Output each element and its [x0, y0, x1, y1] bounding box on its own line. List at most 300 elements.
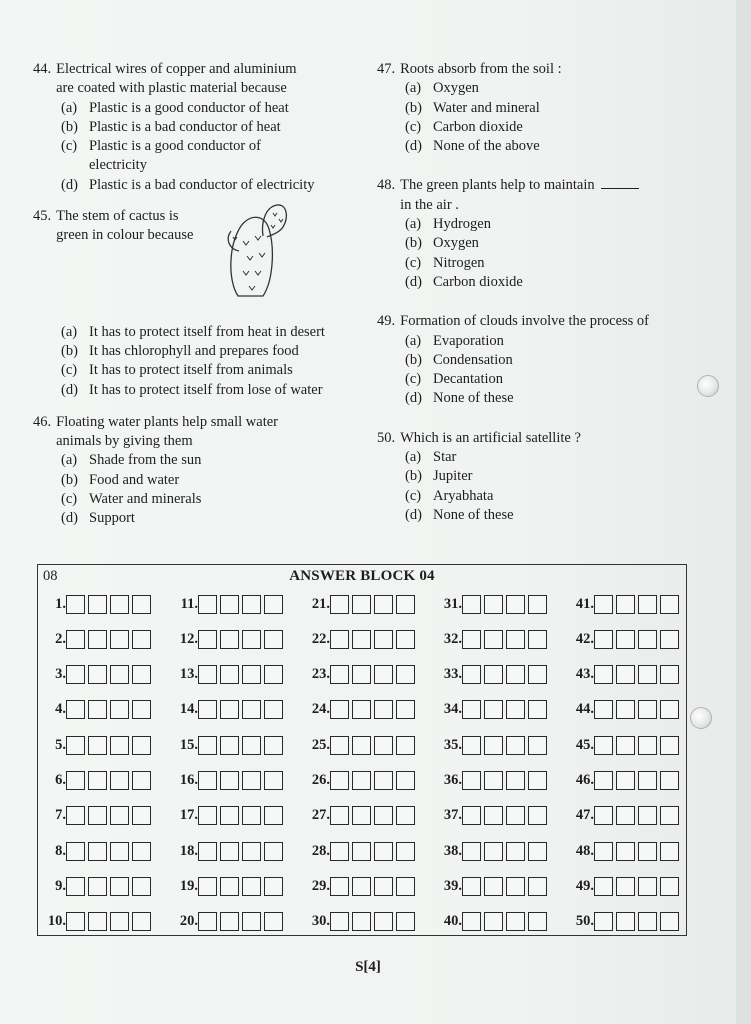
answer-item: [432, 589, 550, 619]
answer-box[interactable]: [484, 771, 503, 790]
option-a[interactable]: [405, 332, 712, 351]
answer-box[interactable]: [220, 842, 239, 861]
answer-box[interactable]: [506, 771, 525, 790]
answer-box[interactable]: [66, 736, 85, 755]
answer-box[interactable]: [638, 842, 657, 861]
answer-box[interactable]: [220, 771, 239, 790]
answer-item-number: 19.: [179, 877, 198, 894]
answer-box[interactable]: [616, 595, 635, 614]
answer-box[interactable]: [110, 665, 129, 684]
answer-box[interactable]: [396, 700, 415, 719]
answer-box[interactable]: [352, 665, 371, 684]
answer-box[interactable]: [462, 700, 481, 719]
answer-box[interactable]: [198, 736, 217, 755]
answer-box[interactable]: [484, 806, 503, 825]
answer-box[interactable]: [264, 630, 283, 649]
answer-item-number: 28.: [311, 842, 330, 859]
answer-box[interactable]: [660, 806, 679, 825]
answer-item: [300, 836, 418, 866]
answer-box[interactable]: [374, 771, 393, 790]
answer-box[interactable]: [528, 912, 547, 931]
answer-box[interactable]: [374, 806, 393, 825]
answer-item-number: 16.: [179, 772, 198, 788]
answer-box[interactable]: [484, 842, 503, 861]
answer-box[interactable]: [66, 700, 85, 719]
answer-item-number: 46.: [575, 772, 594, 788]
answer-box[interactable]: [660, 877, 679, 896]
answer-box[interactable]: [110, 806, 129, 825]
answer-box[interactable]: [462, 806, 481, 825]
answer-box[interactable]: [396, 877, 415, 896]
answer-item-number: 5.: [55, 736, 66, 753]
answer-box[interactable]: [88, 595, 107, 614]
answer-block-code: 08: [43, 568, 58, 584]
option-c[interactable]: [405, 370, 712, 389]
answer-box[interactable]: [110, 842, 129, 861]
answer-box[interactable]: [374, 630, 393, 649]
question-stem: green in colour because: [56, 227, 194, 244]
option-text: Plastic is a good conductor of heat: [89, 99, 289, 116]
answer-box[interactable]: [374, 595, 393, 614]
answer-box[interactable]: [66, 595, 85, 614]
answer-box[interactable]: [132, 806, 151, 825]
question-stem: The stem of cactus is: [56, 208, 179, 225]
answer-box[interactable]: [660, 630, 679, 649]
answer-box[interactable]: [638, 806, 657, 825]
answer-box[interactable]: [484, 665, 503, 684]
left-column: [33, 60, 363, 529]
option-b[interactable]: [405, 234, 712, 253]
answer-box[interactable]: [594, 912, 613, 931]
answer-item-number: 6.: [55, 772, 66, 788]
answer-box[interactable]: [660, 842, 679, 861]
answer-item: [168, 766, 286, 796]
answer-box[interactable]: [660, 700, 679, 719]
option-letter: (a): [61, 323, 78, 340]
option-b[interactable]: [61, 342, 363, 361]
answer-box[interactable]: [352, 595, 371, 614]
option-b[interactable]: [61, 471, 363, 490]
answer-box[interactable]: [638, 630, 657, 649]
option-b[interactable]: [405, 467, 712, 486]
answer-item-number: 50.: [575, 913, 594, 930]
answer-item: [300, 730, 418, 760]
answer-box[interactable]: [220, 665, 239, 684]
option-b[interactable]: [405, 99, 712, 118]
option-d[interactable]: [61, 509, 363, 528]
answer-box[interactable]: [66, 665, 85, 684]
answer-box[interactable]: [352, 630, 371, 649]
option-c[interactable]: [61, 490, 363, 509]
answer-box[interactable]: [462, 665, 481, 684]
answer-box[interactable]: [198, 806, 217, 825]
answer-box[interactable]: [242, 736, 261, 755]
answer-box[interactable]: [462, 595, 481, 614]
answer-box[interactable]: [484, 700, 503, 719]
option-text: Shade from the sun: [89, 452, 202, 469]
answer-box[interactable]: [264, 806, 283, 825]
answer-block: [37, 564, 687, 936]
answer-item-number: 20.: [179, 913, 198, 930]
option-letter: (d): [405, 273, 422, 290]
answer-box[interactable]: [528, 665, 547, 684]
question-50: [377, 429, 712, 525]
answer-box[interactable]: [396, 806, 415, 825]
answer-box[interactable]: [242, 771, 261, 790]
answer-box[interactable]: [506, 912, 525, 931]
answer-box[interactable]: [616, 665, 635, 684]
answer-item: [564, 836, 682, 866]
answer-box[interactable]: [594, 771, 613, 790]
answer-box[interactable]: [330, 630, 349, 649]
answer-box[interactable]: [88, 771, 107, 790]
answer-box[interactable]: [484, 877, 503, 896]
option-a[interactable]: [61, 99, 363, 118]
answer-box[interactable]: [198, 665, 217, 684]
answer-box[interactable]: [88, 806, 107, 825]
answer-box[interactable]: [132, 771, 151, 790]
option-a[interactable]: [405, 215, 712, 234]
question-stem: are coated with plastic material because: [56, 80, 287, 97]
question-stem: Roots absorb from the soil :: [400, 61, 562, 77]
question-44: [33, 60, 363, 195]
answer-box[interactable]: [506, 665, 525, 684]
option-letter: (b): [61, 471, 78, 488]
answer-box[interactable]: [462, 630, 481, 649]
option-letter: (b): [405, 468, 422, 485]
answer-box[interactable]: [132, 595, 151, 614]
answer-box[interactable]: [110, 912, 129, 931]
answer-box[interactable]: [528, 736, 547, 755]
answer-box[interactable]: [374, 665, 393, 684]
answer-item-number: 31.: [443, 595, 462, 612]
answer-box[interactable]: [506, 736, 525, 755]
answer-box[interactable]: [484, 630, 503, 649]
answer-box[interactable]: [396, 912, 415, 931]
answer-item-number: 40.: [443, 913, 462, 930]
answer-box[interactable]: [396, 595, 415, 614]
answer-box[interactable]: [132, 736, 151, 755]
answer-item-number: 25.: [311, 736, 330, 753]
answer-box[interactable]: [638, 736, 657, 755]
answer-box[interactable]: [66, 842, 85, 861]
answer-box[interactable]: [462, 771, 481, 790]
answer-box[interactable]: [396, 630, 415, 649]
answer-box[interactable]: [330, 877, 349, 896]
answer-box[interactable]: [220, 700, 239, 719]
answer-box[interactable]: [110, 595, 129, 614]
answer-box[interactable]: [198, 771, 217, 790]
answer-box[interactable]: [616, 877, 635, 896]
answer-item: [40, 660, 154, 690]
answer-item-number: 34.: [443, 701, 462, 718]
answer-box[interactable]: [88, 842, 107, 861]
answer-box[interactable]: [264, 595, 283, 614]
answer-item: [300, 660, 418, 690]
answer-box[interactable]: [462, 877, 481, 896]
answer-box[interactable]: [198, 700, 217, 719]
answer-box[interactable]: [594, 877, 613, 896]
answer-box[interactable]: [132, 877, 151, 896]
answer-box[interactable]: [484, 595, 503, 614]
answer-box[interactable]: [506, 700, 525, 719]
answer-box[interactable]: [242, 806, 261, 825]
option-text: Oxygen: [433, 235, 479, 252]
answer-box[interactable]: [132, 665, 151, 684]
answer-item: [432, 907, 550, 937]
answer-box[interactable]: [616, 771, 635, 790]
option-letter: (a): [405, 80, 422, 97]
answer-box[interactable]: [220, 912, 239, 931]
option-letter: (d): [61, 510, 78, 527]
answer-item-number: 13.: [179, 666, 198, 683]
answer-box[interactable]: [616, 912, 635, 931]
answer-box[interactable]: [110, 700, 129, 719]
answer-box[interactable]: [594, 630, 613, 649]
answer-box[interactable]: [660, 665, 679, 684]
answer-box[interactable]: [66, 630, 85, 649]
option-d[interactable]: [405, 506, 712, 525]
option-b[interactable]: [61, 118, 363, 137]
answer-box[interactable]: [352, 736, 371, 755]
answer-box[interactable]: [110, 877, 129, 896]
answer-box[interactable]: [88, 665, 107, 684]
answer-box[interactable]: [330, 700, 349, 719]
answer-box[interactable]: [616, 630, 635, 649]
answer-box[interactable]: [352, 771, 371, 790]
answer-box[interactable]: [462, 736, 481, 755]
answer-box[interactable]: [506, 842, 525, 861]
answer-box[interactable]: [66, 806, 85, 825]
answer-item-number: 37.: [443, 807, 462, 824]
answer-box[interactable]: [110, 630, 129, 649]
answer-box[interactable]: [616, 842, 635, 861]
option-d[interactable]: [405, 137, 712, 156]
answer-item: [432, 730, 550, 760]
option-text: None of the above: [433, 138, 540, 155]
answer-box[interactable]: [484, 912, 503, 931]
option-a[interactable]: [405, 79, 712, 98]
answer-box[interactable]: [352, 842, 371, 861]
answer-item: [564, 695, 682, 725]
answer-item-number: 12.: [179, 630, 198, 647]
answer-box[interactable]: [264, 842, 283, 861]
answer-box[interactable]: [132, 842, 151, 861]
answer-box[interactable]: [264, 771, 283, 790]
answer-box[interactable]: [594, 665, 613, 684]
option-c[interactable]: [61, 361, 363, 380]
option-d[interactable]: [61, 381, 363, 400]
answer-box[interactable]: [594, 700, 613, 719]
answer-box[interactable]: [660, 736, 679, 755]
answer-box[interactable]: [264, 877, 283, 896]
option-text: None of these: [433, 390, 514, 407]
option-c[interactable]: [405, 487, 712, 506]
answer-box[interactable]: [242, 665, 261, 684]
answer-box[interactable]: [330, 842, 349, 861]
option-letter: (c): [61, 138, 78, 155]
answer-box[interactable]: [66, 877, 85, 896]
answer-box[interactable]: [528, 700, 547, 719]
option-c[interactable]: [61, 137, 363, 176]
answer-box[interactable]: [506, 806, 525, 825]
answer-item: [40, 730, 154, 760]
answer-box[interactable]: [220, 806, 239, 825]
answer-box[interactable]: [220, 595, 239, 614]
answer-box[interactable]: [66, 771, 85, 790]
answer-box[interactable]: [352, 806, 371, 825]
answer-box[interactable]: [374, 736, 393, 755]
answer-box[interactable]: [110, 736, 129, 755]
answer-box[interactable]: [242, 630, 261, 649]
answer-box[interactable]: [264, 736, 283, 755]
fill-in-blank: [601, 176, 639, 189]
answer-box[interactable]: [198, 630, 217, 649]
option-a[interactable]: [61, 451, 363, 470]
answer-box[interactable]: [506, 630, 525, 649]
option-letter: (d): [61, 176, 78, 193]
answer-box[interactable]: [132, 630, 151, 649]
option-letter: (c): [405, 371, 422, 388]
answer-box[interactable]: [88, 700, 107, 719]
option-letter: (d): [405, 138, 422, 155]
answer-box[interactable]: [220, 877, 239, 896]
answer-box[interactable]: [132, 700, 151, 719]
answer-box[interactable]: [594, 842, 613, 861]
answer-box[interactable]: [660, 771, 679, 790]
answer-box[interactable]: [638, 700, 657, 719]
answer-box[interactable]: [462, 912, 481, 931]
answer-box[interactable]: [352, 877, 371, 896]
answer-box[interactable]: [242, 877, 261, 896]
answer-box[interactable]: [198, 877, 217, 896]
answer-box[interactable]: [660, 595, 679, 614]
answer-box[interactable]: [616, 736, 635, 755]
answer-item-number: 11.: [180, 595, 198, 612]
answer-box[interactable]: [462, 842, 481, 861]
option-text: Water and mineral: [433, 99, 540, 116]
answer-box[interactable]: [220, 736, 239, 755]
answer-item: [432, 624, 550, 654]
option-d[interactable]: [405, 389, 712, 408]
answer-item-number: 39.: [443, 877, 462, 894]
answer-box[interactable]: [88, 877, 107, 896]
answer-box[interactable]: [330, 595, 349, 614]
answer-box[interactable]: [264, 912, 283, 931]
answer-box[interactable]: [330, 665, 349, 684]
answer-box[interactable]: [88, 630, 107, 649]
answer-box[interactable]: [594, 806, 613, 825]
answer-box[interactable]: [198, 912, 217, 931]
answer-box[interactable]: [506, 595, 525, 614]
answer-box[interactable]: [528, 842, 547, 861]
answer-item: [168, 907, 286, 937]
answer-item: [300, 871, 418, 901]
answer-box[interactable]: [330, 806, 349, 825]
answer-box[interactable]: [198, 595, 217, 614]
answer-box[interactable]: [220, 630, 239, 649]
answer-box[interactable]: [638, 771, 657, 790]
answer-box[interactable]: [396, 736, 415, 755]
answer-box[interactable]: [132, 912, 151, 931]
answer-box[interactable]: [374, 700, 393, 719]
answer-box[interactable]: [396, 771, 415, 790]
answer-item: [40, 624, 154, 654]
answer-box[interactable]: [330, 736, 349, 755]
answer-item: [564, 660, 682, 690]
answer-box[interactable]: [66, 912, 85, 931]
answer-box[interactable]: [638, 665, 657, 684]
option-letter: (d): [405, 390, 422, 407]
answer-box[interactable]: [198, 842, 217, 861]
answer-box[interactable]: [528, 877, 547, 896]
option-d[interactable]: [61, 176, 363, 195]
option-a[interactable]: [61, 323, 363, 342]
answer-box[interactable]: [638, 595, 657, 614]
answer-box[interactable]: [594, 595, 613, 614]
answer-box[interactable]: [528, 630, 547, 649]
answer-box[interactable]: [506, 877, 525, 896]
answer-box[interactable]: [638, 877, 657, 896]
answer-box[interactable]: [88, 912, 107, 931]
answer-box[interactable]: [396, 842, 415, 861]
answer-box[interactable]: [242, 700, 261, 719]
answer-item-number: 49.: [575, 877, 594, 894]
answer-item: [168, 871, 286, 901]
answer-box[interactable]: [660, 912, 679, 931]
answer-box[interactable]: [242, 842, 261, 861]
option-letter: (a): [405, 449, 422, 466]
option-d[interactable]: [405, 273, 712, 292]
answer-box[interactable]: [374, 877, 393, 896]
answer-box[interactable]: [616, 806, 635, 825]
answer-item-number: 27.: [311, 807, 330, 824]
answer-box[interactable]: [330, 771, 349, 790]
answer-item-number: 45.: [575, 736, 594, 753]
answer-box[interactable]: [528, 771, 547, 790]
question-stem: animals by giving them: [56, 433, 193, 450]
answer-box[interactable]: [264, 700, 283, 719]
answer-box[interactable]: [528, 806, 547, 825]
cactus-illustration: [203, 201, 313, 311]
answer-box[interactable]: [88, 736, 107, 755]
answer-box[interactable]: [242, 912, 261, 931]
answer-box[interactable]: [374, 842, 393, 861]
answer-box[interactable]: [594, 736, 613, 755]
answer-box[interactable]: [242, 595, 261, 614]
answer-box[interactable]: [484, 736, 503, 755]
question-stem: Electrical wires of copper and aluminium: [56, 61, 297, 77]
option-c[interactable]: [405, 118, 712, 137]
answer-box[interactable]: [396, 665, 415, 684]
answer-box[interactable]: [374, 912, 393, 931]
answer-box[interactable]: [352, 700, 371, 719]
question-stem: in the air .: [400, 196, 459, 213]
answer-box[interactable]: [528, 595, 547, 614]
answer-box[interactable]: [616, 700, 635, 719]
answer-box[interactable]: [352, 912, 371, 931]
option-letter: (c): [405, 118, 422, 135]
question-number: 46.: [33, 413, 52, 430]
answer-item: [40, 589, 154, 619]
answer-box[interactable]: [638, 912, 657, 931]
option-c[interactable]: [405, 254, 712, 273]
option-b[interactable]: [405, 351, 712, 370]
answer-box[interactable]: [330, 912, 349, 931]
option-a[interactable]: [405, 448, 712, 467]
answer-box[interactable]: [264, 665, 283, 684]
answer-box[interactable]: [110, 771, 129, 790]
